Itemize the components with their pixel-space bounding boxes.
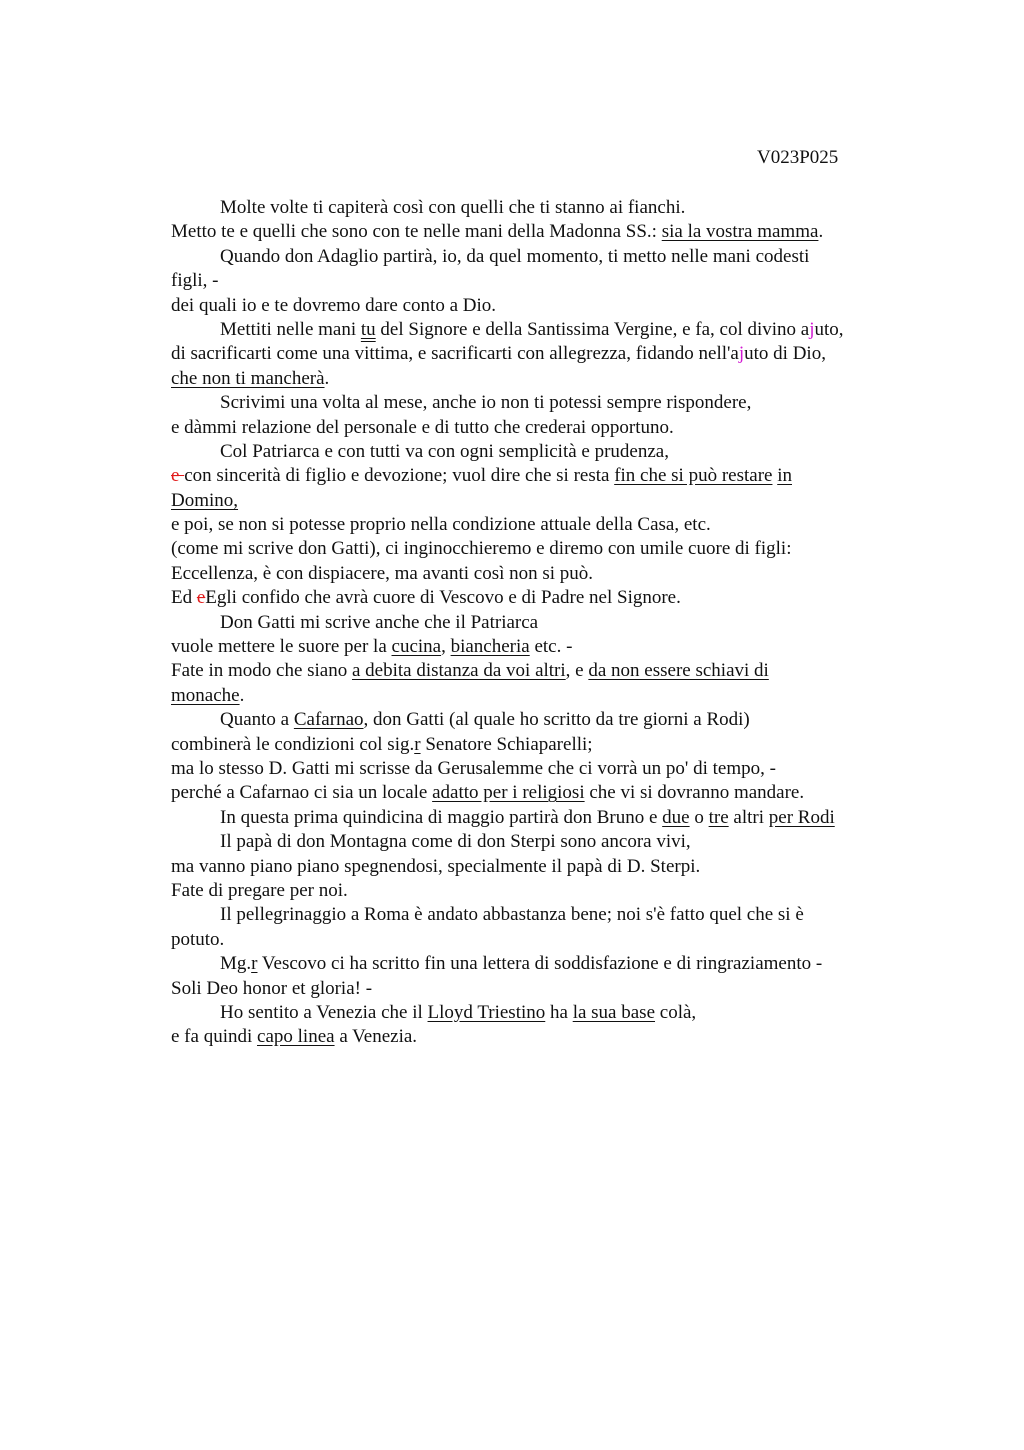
text-segment: (come mi scrive don Gatti), ci inginocchieremo e diremo con umile cuore di figli: [171,538,792,560]
text-segment: Egli confido che avrà cuore di Vescovo e di Padre nel Signore. [205,587,681,609]
text-segment: vuole mettere le suore per la [171,636,392,658]
text-segment: ha [545,1001,573,1023]
double-underlined-text: tu [360,318,376,340]
underlined-text: fin che si può restare [614,465,773,487]
text-line [171,928,901,952]
text-line [171,367,901,391]
text-segment: Don Gatti mi scrive anche che il Patriarca [220,611,539,633]
text-segment: colà, [655,1001,697,1023]
underlined-text: adatto per i religiosi [432,782,585,804]
underlined-text: r [251,953,258,975]
text-segment: Senatore Schiaparelli; [420,733,593,755]
underlined-text: sia la vostra mamma [661,221,819,243]
text-line [171,220,901,244]
underlined-text: monache [171,684,240,706]
inserted-letter: j [809,318,815,340]
text-line [171,464,901,488]
text-segment: Fate in modo che siano [171,660,352,682]
underlined-text: due [662,806,690,828]
text-segment: , [441,636,451,658]
underlined-text: biancheria [450,636,530,658]
text-segment: Ho sentito a Venezia che il [220,1001,428,1023]
text-segment: Mg. [220,953,252,975]
text-segment: combinerà le condizioni col sig. [171,733,415,755]
text-segment: Fate di pregare per noi. [171,879,348,901]
underlined-text: in [777,465,792,487]
text-segment: Metto te e quelli che sono con te nelle mani della Madonna SS.: [171,221,662,243]
text-segment: Molte volte ti capiterà così con quelli che ti stanno ai fianchi. [220,197,686,218]
text-segment: Soli Deo honor et gloria! - [171,977,373,999]
text-segment: Il papà di don Montagna come di don Sterpi sono ancora vivi, [220,831,691,853]
text-line [171,562,901,586]
struck-text: e [171,465,185,487]
text-line [171,537,901,561]
text-line [171,586,901,610]
text-segment: con sincerità di figlio e devozione; vuol dire che si resta [184,465,615,487]
text-segment: potuto. [171,928,225,950]
text-line [171,1025,901,1049]
text-segment: di sacrificarti come una vittima, e sacrificarti con allegrezza, fidando nell'a [171,343,739,365]
text-segment: dei quali io e te dovremo dare conto a Dio. [171,294,497,316]
text-line [171,196,901,220]
text-segment: Scrivimi una volta al mese, anche io non ti potessi sempre rispondere, [220,392,752,414]
letter-body [171,196,901,1050]
underlined-text: Cafarnao [293,709,364,731]
text-line [171,269,901,293]
text-segment: Quanto a [220,709,294,731]
inserted-letter: j [738,343,745,365]
text-line [171,342,901,366]
text-line [171,903,901,927]
text-line [171,781,901,805]
text-segment: uto di Dio, [744,343,826,365]
text-segment: ma vanno piano piano spegnendosi, specialmente il papà di D. Sterpi. [171,855,701,877]
text-segment: o [689,806,709,828]
text-line [171,1001,901,1025]
underlined-text: capo linea [257,1026,335,1048]
underlined-text: Domino, [171,489,239,511]
text-segment: . [818,221,824,243]
text-segment: Il pellegrinaggio a Roma è andato abbastanza bene; noi s'è fatto quel che si è [220,904,804,926]
text-segment: Ed [171,587,197,609]
text-line [171,245,901,269]
text-line [171,806,901,830]
underlined-text: che non ti mancherà [171,367,325,389]
text-segment: figli, - [171,270,219,292]
text-segment: a Venezia. [334,1026,418,1048]
page-id: V023P025 [757,147,839,168]
text-segment: altri [728,806,769,828]
text-segment: del Signore e della Santissima Vergine, e fa, col divino a [375,318,810,340]
text-segment: Eccellenza, è con dispiacere, ma avanti così non si può. [171,562,594,584]
text-segment: Quando don Adaglio partirà, io, da quel momento, ti metto nelle mani codesti [220,245,810,267]
text-segment: ma lo stesso D. Gatti mi scrisse da Gerusalemme che ci vorrà un po' di tempo, - [171,757,776,779]
text-line [171,294,901,318]
text-line [171,318,901,342]
text-segment: . [324,367,330,389]
text-line [171,879,901,903]
text-segment: che vi si dovranno mandare. [584,782,805,804]
text-line [171,684,901,708]
text-line [171,977,901,1001]
text-segment: e fa quindi [171,1026,258,1048]
text-segment: . [239,684,245,706]
text-segment: Mettiti nelle mani [220,318,361,340]
text-segment: Vescovo ci ha scritto fin una lettera di soddisfazione e di ringraziamento - [257,953,823,975]
underlined-text: a debita distanza da voi altri [352,660,566,682]
text-segment: In questa prima quindicina di maggio partirà don Bruno e [220,806,663,828]
text-line [171,513,901,537]
text-line [171,659,901,683]
struck-text: e [196,587,206,609]
underlined-text: la sua base [572,1001,656,1023]
text-segment: etc. - [529,636,573,658]
text-segment: Col Patriarca e con tutti va con ogni semplicità e prudenza, [220,440,669,462]
text-line [171,416,901,440]
text-line [171,952,901,976]
text-line [171,708,901,732]
text-segment: , e [565,660,589,682]
text-line [171,733,901,757]
underlined-text: Lloyd Triestino [427,1001,546,1023]
text-segment: perché a Cafarnao ci sia un locale [171,782,433,804]
text-segment: uto, [814,318,844,340]
text-line [171,855,901,879]
underlined-text: tre [708,806,729,828]
text-segment: e dàmmi relazione del personale e di tutto che crederai opportuno. [171,416,674,438]
text-line [171,611,901,635]
underlined-text: r [414,733,421,755]
text-line [171,757,901,781]
text-segment: , don Gatti (al quale ho scritto da tre giorni a Rodi) [363,709,750,731]
underlined-text: per Rodi [768,806,835,828]
text-segment: e poi, se non si potesse proprio nella condizione attuale della Casa, etc. [171,514,711,536]
text-line [171,391,901,415]
text-line [171,489,901,513]
text-line [171,440,901,464]
underlined-text: cucina [391,636,442,658]
text-line [171,635,901,659]
text-line [171,830,901,854]
underlined-text: da non essere schiavi di [588,660,769,682]
